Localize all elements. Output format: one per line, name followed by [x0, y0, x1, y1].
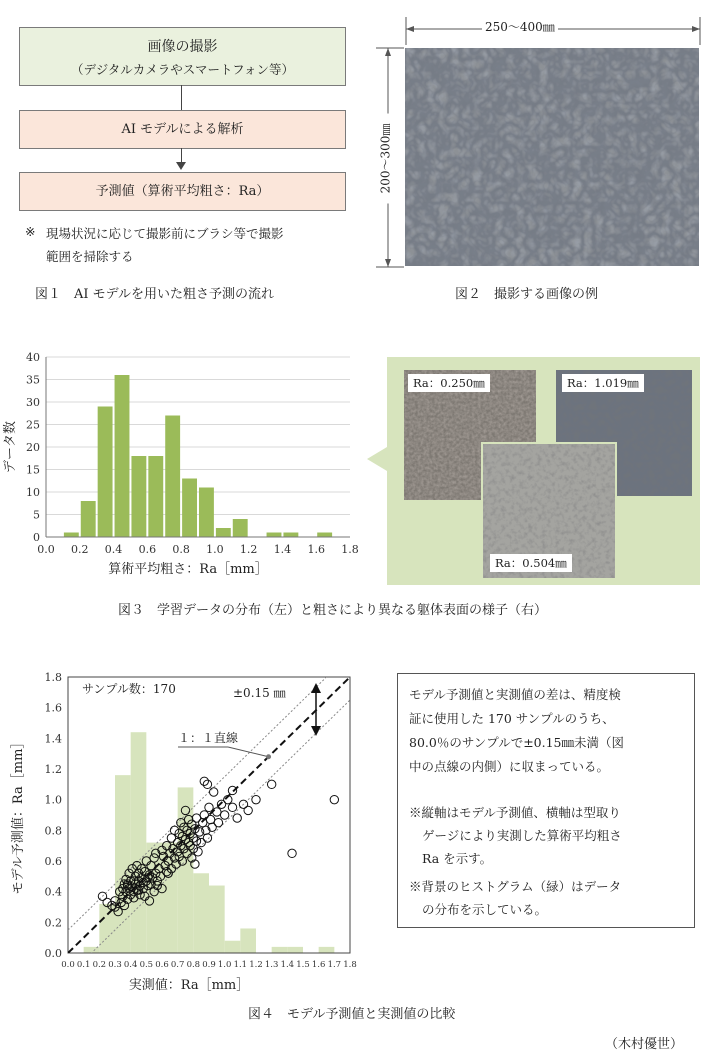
scatter-bg-hist-bar	[115, 775, 131, 953]
fig3-label-high: Ra：1.019㎜	[562, 374, 644, 392]
scatter-xtick-label: 0.1	[76, 960, 91, 970]
scatter-bg-hist-bar	[272, 947, 288, 953]
scatter-tolerance-arrow-up-icon	[311, 683, 321, 693]
scatter-bg-hist-bar	[193, 873, 209, 953]
hist-ytick-label: 10	[26, 486, 40, 499]
fig1-note-line2: 範囲を掃除する	[46, 249, 134, 264]
scatter-y-axis-title: モデル予測値：Ra［mm］	[11, 735, 26, 895]
fig4-note1-line1: ※縦軸はモデル予測値、横軸は型取り	[409, 805, 621, 820]
scatter-bg-hist-bar	[99, 904, 115, 953]
hist-ytick-label: 15	[26, 463, 40, 477]
flow-step-prediction-label: 予測値（算術平均粗さ：Ra）	[95, 184, 270, 199]
hist-x-axis-title: 算術平均粗さ：Ra［mm］	[108, 562, 268, 577]
hist-bar	[283, 533, 298, 538]
scatter-ytick-label: 0.8	[44, 824, 62, 838]
scatter-x-axis-title: 実測値：Ra［mm］	[128, 978, 250, 993]
scatter-point	[210, 788, 218, 796]
flow-step-capture-sub: （デジタルカメラやスマートフォン等）	[70, 62, 294, 77]
hist-xtick-label: 1.6	[307, 543, 325, 556]
fig4-note2-line2: の分布を示している。	[422, 902, 548, 917]
fig3-panel-pointer	[367, 447, 387, 471]
flow-arrow-head-icon	[176, 162, 186, 170]
scatter-point	[199, 818, 207, 826]
fig2-concrete-photo	[405, 48, 699, 266]
hist-bar	[131, 456, 146, 537]
hist-bar	[81, 501, 96, 537]
hist-ytick-label: 35	[26, 373, 40, 387]
scatter-ytick-label: 1.2	[44, 763, 62, 776]
scatter-point	[203, 834, 211, 842]
scatter-bg-hist-bar	[131, 732, 147, 953]
scatter-xtick-label: 0.7	[170, 960, 185, 970]
hist-ytick-label: 25	[26, 418, 40, 432]
scatter-point	[228, 803, 236, 811]
scatter-tolerance-arrow-down-icon	[311, 726, 321, 736]
hist-xtick-label: 0.0	[37, 543, 55, 556]
scatter-bg-hist-bar	[209, 886, 225, 953]
scatter-ytick-label: 0.6	[44, 855, 62, 868]
scatter-xtick-label: 0.3	[108, 960, 122, 970]
scatter-point	[195, 828, 203, 836]
flow-connector	[181, 85, 182, 110]
fig3-label-mid: Ra：0.504㎜	[490, 554, 572, 572]
scatter-point	[244, 806, 252, 814]
scatter-point	[206, 815, 214, 823]
scatter-point	[170, 826, 178, 834]
scatter-xtick-label: 1.7	[327, 960, 342, 970]
hist-xtick-label: 0.8	[172, 543, 190, 556]
fig3-histogram-chart	[0, 345, 360, 590]
hist-bar	[267, 533, 282, 538]
scatter-point	[330, 795, 338, 803]
hist-y-axis-title: データ数	[3, 420, 18, 474]
scatter-point	[205, 803, 213, 811]
hist-bar	[216, 528, 231, 537]
scatter-bg-hist-bar	[240, 928, 256, 953]
flow-step-analysis	[19, 110, 346, 149]
hist-bar	[182, 479, 197, 538]
fig1-note-mark: ※	[25, 224, 36, 239]
scatter-tolerance-label: ±0.15 ㎜	[233, 686, 286, 700]
scatter-sample-count: サンプル数：170	[82, 682, 176, 696]
scatter-xtick-label: 0.8	[186, 960, 201, 970]
scatter-ytick-label: 0.2	[44, 916, 62, 930]
scatter-point	[233, 814, 241, 822]
fig2-caption: 図２ 撮影する画像の例	[455, 287, 599, 302]
fig1-caption: 図１ AI モデルを用いた粗さ予測の流れ	[35, 287, 275, 302]
hist-xtick-label: 1.8	[341, 543, 359, 556]
hist-ytick-label: 0	[33, 531, 40, 544]
fig4-explanation-box	[397, 673, 695, 928]
scatter-point	[213, 808, 221, 816]
hist-xtick-label: 0.2	[71, 543, 89, 556]
scatter-xtick-label: 1.5	[296, 960, 310, 970]
hist-xtick-label: 0.4	[104, 543, 123, 556]
fig3-label-low: Ra：0.250㎜	[408, 374, 490, 392]
scatter-point	[220, 811, 228, 819]
flow-step-capture	[19, 27, 346, 86]
hist-bar	[165, 416, 180, 538]
hist-bar	[115, 375, 130, 537]
scatter-point	[252, 795, 260, 803]
scatter-ytick-label: 1.4	[44, 732, 62, 746]
scatter-ytick-label: 1.8	[44, 671, 62, 684]
fig4-text-line3: 80.0％のサンプルで±0.15㎜未満（図	[409, 735, 625, 750]
scatter-xtick-label: 1.8	[343, 960, 357, 970]
scatter-xtick-label: 1.6	[311, 960, 326, 970]
scatter-xtick-label: 0.5	[139, 960, 154, 970]
scatter-xtick-label: 1.0	[217, 960, 232, 970]
hist-ytick-label: 30	[26, 396, 40, 409]
hist-ytick-label: 5	[33, 508, 40, 522]
hist-bar	[64, 533, 79, 538]
scatter-bg-hist-bar	[319, 947, 335, 953]
hist-xtick-label: 1.4	[273, 543, 292, 556]
fig4-note1-line2: ゲージにより実測した算術平均粗さ	[422, 828, 622, 843]
scatter-xtick-label: 0.0	[61, 960, 75, 970]
hist-bar	[317, 533, 332, 538]
author-credit: （木村優世）	[605, 1037, 684, 1052]
scatter-xtick-label: 0.2	[92, 960, 107, 970]
fig2-height-label: 200～300㎜	[377, 114, 394, 204]
fig1-note-line1: 現場状況に応じて撮影前にブラシ等で撮影	[46, 226, 284, 241]
fig4-text-line1: モデル予測値と実測値の差は、精度検	[409, 687, 621, 702]
fig2-concrete-texture	[405, 48, 699, 266]
hist-xtick-label: 1.2	[239, 543, 258, 556]
scatter-ytick-label: 1.6	[44, 701, 62, 715]
fig4-note2-line1: ※背景のヒストグラム（緑）はデータ	[409, 879, 622, 894]
fig2-width-label: 250～400㎜	[482, 18, 558, 35]
hist-bar	[98, 407, 113, 538]
scatter-xtick-label: 1.3	[264, 960, 279, 970]
hist-xtick-label: 0.6	[138, 543, 157, 556]
fig4-text-line2: 証に使用した 170 サンプルのうち、	[409, 711, 615, 726]
hist-xtick-label: 1.0	[206, 543, 224, 556]
fig3-caption: 図３ 学習データの分布（左）と粗さにより異なる躯体表面の様子（右）	[118, 603, 548, 618]
hist-bar	[148, 456, 163, 537]
flow-step-prediction	[19, 172, 346, 211]
fig4-scatter-chart	[0, 665, 360, 1005]
hist-bar	[233, 519, 248, 537]
scatter-bg-hist-bar	[287, 947, 303, 953]
scatter-xtick-label: 1.2	[249, 960, 263, 970]
flow-step-capture-title: 画像の撮影	[147, 39, 218, 55]
hist-bar	[199, 488, 214, 538]
scatter-point	[267, 780, 275, 788]
fig4-note1-line3: Ra を示す。	[422, 851, 493, 866]
fig4-text-line4: 中の点線の内側）に収まっている。	[409, 759, 610, 774]
hist-ytick-label: 40	[26, 351, 40, 364]
scatter-point	[288, 849, 296, 857]
hist-ytick-label: 20	[26, 441, 40, 454]
fig4-caption: 図４ モデル予測値と実測値の比較	[248, 1007, 456, 1022]
scatter-point	[214, 818, 222, 826]
scatter-ytick-label: 0.4	[44, 885, 62, 899]
scatter-ytick-label: 0.0	[44, 947, 62, 960]
scatter-xtick-label: 0.6	[155, 960, 169, 970]
scatter-one-to-one-leader-dot	[266, 754, 271, 759]
scatter-xtick-label: 1.4	[280, 960, 295, 970]
scatter-xtick-label: 1.1	[233, 960, 248, 970]
scatter-bg-hist-bar	[178, 787, 194, 953]
scatter-xtick-label: 0.4	[123, 960, 138, 970]
scatter-one-to-one-leader	[228, 747, 269, 757]
scatter-ytick-label: 1.0	[44, 793, 62, 807]
flow-step-analysis-label: AI モデルによる解析	[121, 122, 244, 137]
scatter-bg-hist-bar	[225, 941, 241, 953]
scatter-one-to-one-label: １：１直線	[178, 731, 239, 745]
scatter-xtick-label: 0.9	[202, 960, 216, 970]
